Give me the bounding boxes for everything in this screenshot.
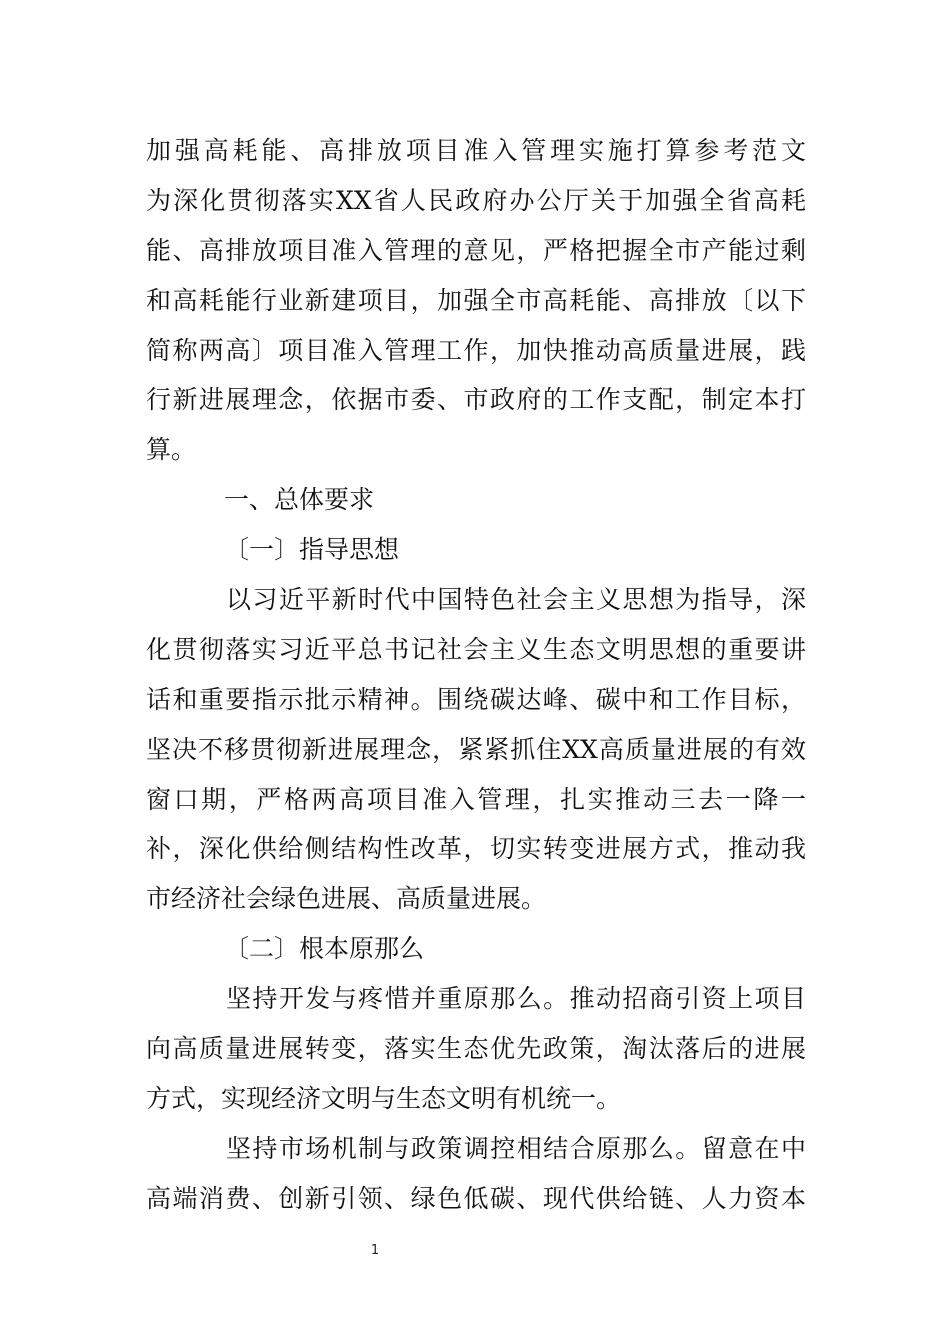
subsection-heading-basic-principles: 〔二〕根本原那么 bbox=[224, 934, 425, 964]
paragraph-first-line: 坚持市场机制与政策调控相结合原那么。留意在中 bbox=[226, 1133, 806, 1163]
text-line: 和高耗能行业新建项目，加强全市高耗能、高排放〔以下 bbox=[146, 285, 806, 315]
text-line: 话和重要指示批示精神。围绕碳达峰、碳中和工作目标， bbox=[146, 684, 806, 714]
text-line: 高端消费、创新引领、绿色低碳、现代供给链、人力资本 bbox=[146, 1183, 806, 1213]
paragraph-first-line: 坚持开发与疼惜并重原那么。推动招商引资上项目 bbox=[226, 984, 806, 1014]
text-line: 方式，实现经济文明与生态文明有机统一。 bbox=[146, 1083, 622, 1113]
subsection-heading-guiding-ideology: 〔一〕指导思想 bbox=[224, 535, 400, 565]
text-line: 向高质量进展转变，落实生态优先政策，淘汰落后的进展 bbox=[146, 1034, 806, 1064]
text-line: 简称两高〕项目准入管理工作，加快推动高质量进展，践 bbox=[146, 335, 806, 365]
text-line: 能、高排放项目准入管理的意见，严格把握全市产能过剩 bbox=[146, 235, 806, 265]
section-heading-general-requirements: 一、总体要求 bbox=[224, 485, 375, 515]
document-title-line: 加强高耗能、高排放项目准入管理实施打算参考范文 bbox=[146, 136, 806, 165]
text-line: 市经济社会绿色进展、高质量进展。 bbox=[146, 884, 547, 914]
page-number: 1 bbox=[370, 1243, 380, 1258]
text-line: 化贯彻落实习近平总书记社会主义生态文明思想的重要讲 bbox=[146, 634, 806, 664]
paragraph-first-line: 以习近平新时代中国特色社会主义思想为指导，深 bbox=[226, 585, 806, 615]
document-body bbox=[146, 126, 806, 1224]
text-line: 坚决不移贯彻新进展理念，紧紧抓住XX高质量进展的有效 bbox=[146, 734, 806, 764]
text-line: 为深化贯彻落实XX省人民政府办公厅关于加强全省高耗 bbox=[146, 185, 806, 215]
text-line: 算。 bbox=[146, 435, 197, 465]
text-line: 补，深化供给侧结构性改革，切实转变进展方式，推动我 bbox=[146, 834, 806, 864]
text-line: 行新进展理念，依据市委、市政府的工作支配，制定本打 bbox=[146, 385, 806, 415]
text-line: 窗口期，严格两高项目准入管理，扎实推动三去一降一 bbox=[146, 784, 806, 814]
